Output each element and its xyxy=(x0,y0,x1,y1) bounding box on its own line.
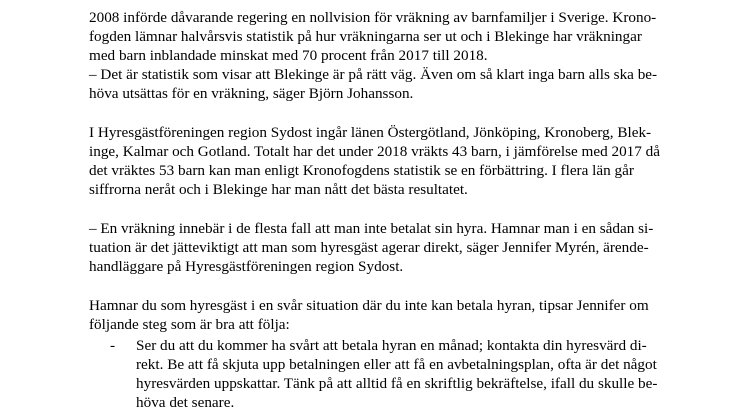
text-line: siffrorna neråt och i Blekinge har man nått det bästa resultatet. xyxy=(89,181,468,198)
text-line: I Hyresgästföreningen region Sydost ingår länen Östergötland, Jönköping, Kronoberg, Blek- xyxy=(89,124,652,141)
text-line: tuation är det jätteviktigt att man som hyresgäst agerar direkt, säger Jennifer Myrén, ärende- xyxy=(89,239,649,256)
text-line: höva det senare. xyxy=(136,394,235,411)
text-line: följande steg som är bra att följa: xyxy=(89,316,290,333)
bullet-marker: - xyxy=(110,337,116,354)
text-line: med barn inblandade minskat med 70 procent från 2017 till 2018. xyxy=(89,47,488,64)
text-line: Ser du att du kommer ha svårt att betala hyran en månad; kontakta din hyresvärd di- xyxy=(136,337,647,354)
text-line: inge, Kalmar och Gotland. Totalt har det under 2018 vräkts 43 barn, i jämförelse med 2017 då xyxy=(89,143,660,160)
text-line: hyresvärden uppskattar. Tänk på att alltid få en skriftlig bekräftelse, ifall du skulle be- xyxy=(136,375,658,392)
text-line: höva utsättas för en vräkning, säger Björn Johansson. xyxy=(89,85,414,102)
text-line: rekt. Be att få skjuta upp betalningen eller att få en avbetalningsplan, ofta är det något xyxy=(136,356,657,373)
text-line: – Det är statistik som visar att Blekinge är på rätt väg. Även om så klart inga barn alls ska be- xyxy=(89,66,658,83)
text-line: Hamnar du som hyresgäst i en svår situation där du inte kan betala hyran, tipsar Jennifer om xyxy=(89,297,649,314)
text-line: – En vräkning innebär i de flesta fall att man inte betalat sin hyra. Hamnar man i en sådan si- xyxy=(89,220,654,237)
text-line: det vräktes 53 barn kan man enligt Kronofogdens statistik se en förbättring. I flera län går xyxy=(89,162,634,179)
text-line: handläggare på Hyresgästföreningen region Sydost. xyxy=(89,258,404,275)
text-line: 2008 införde dåvarande regering en nollvision för vräkning av barnfamiljer i Sverige. Krono- xyxy=(89,9,657,26)
text-line: fogden lämnar halvårsvis statistik på hur vräkningarna ser ut och i Blekinge har vräkningar xyxy=(89,28,642,45)
